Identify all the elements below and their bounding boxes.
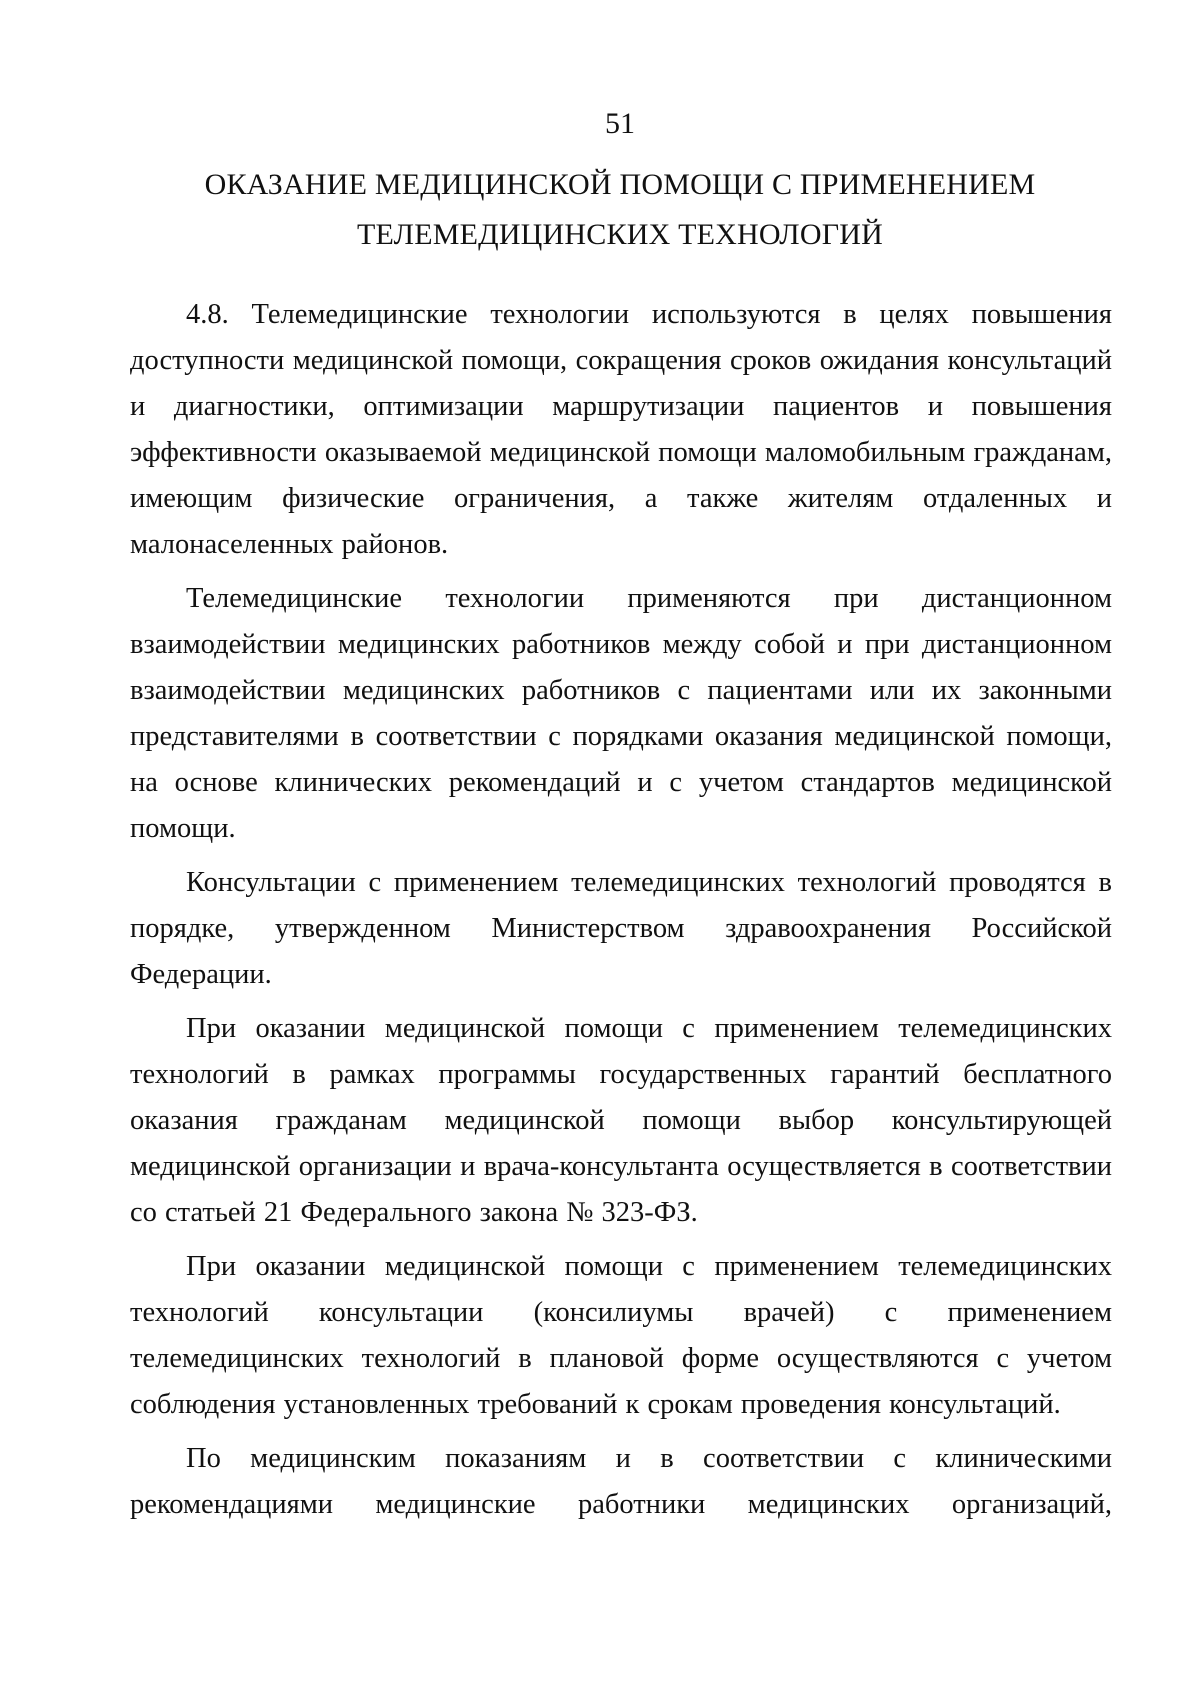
section-heading-line-2: ТЕЛЕМЕДИЦИНСКИХ ТЕХНОЛОГИЙ (357, 218, 883, 251)
document-body (130, 292, 1112, 1536)
paragraph-1: 4.8. Телемедицинские технологии используются в целях повышения доступности медицинской помощи, сокращения сроков ожидания консультаций и диагностики, оптимизации маршрутизации пациентов и повышения эффективности оказываемой медицинской помощи маломобильным гражданам, имеющим физические ограничения, а также жителям отдаленных и малонаселенных районов. (130, 299, 1112, 560)
page-number: 51 (605, 107, 635, 140)
paragraph-6: По медицинским показаниям и в соответствии с клиническими рекомендациями медицинские работники медицинских организаций, (130, 1443, 1112, 1520)
paragraph-4: При оказании медицинской помощи с применением телемедицинских технологий в рамках программы государственных гарантий бесплатного оказания гражданам медицинской помощи выбор консультирующей медицинской организации и врача-консультанта осуществляется в соответствии со статьей 21 Федерального закона № 323-ФЗ. (130, 1013, 1112, 1228)
section-heading-line-1: ОКАЗАНИЕ МЕДИЦИНСКОЙ ПОМОЩИ С ПРИМЕНЕНИЕМ (204, 168, 1036, 201)
paragraph-5: При оказании медицинской помощи с применением телемедицинских технологий консультации (консилиумы врачей) с применением телемедицинских технологий в плановой форме осуществляются с учетом соблюдения установленных требований к срокам проведения консультаций. (130, 1251, 1112, 1420)
section-heading (130, 160, 1110, 260)
paragraph-3: Консультации с применением телемедицинских технологий проводятся в порядке, утвержденном Министерством здравоохранения Российской Федерации. (130, 867, 1112, 990)
paragraph-2: Телемедицинские технологии применяются при дистанционном взаимодействии медицинских работников между собой и при дистанционном взаимодействии медицинских работников с пациентами или их законными представителями в соответствии с порядками оказания медицинской помощи, на основе клинических рекомендаций и с учетом стандартов медицинской помощи. (130, 583, 1112, 844)
